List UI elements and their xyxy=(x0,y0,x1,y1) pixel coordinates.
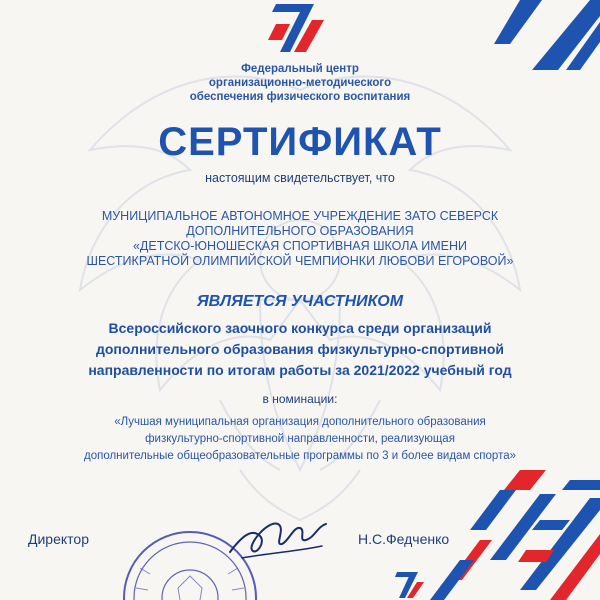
corner-stripes-top-icon xyxy=(480,0,600,70)
issuer-line: обеспечения физического воспитания xyxy=(189,91,411,103)
institution-line: МУНИЦИПАЛЬНОЕ АВТОНОМНОЕ УЧРЕЖДЕНИЕ ЗАТО СЕВЕРСК xyxy=(101,209,499,223)
federal-center-logo-icon xyxy=(268,0,332,58)
certificate-title: СЕРТИФИКАТ xyxy=(158,120,442,164)
nomination-text xyxy=(0,414,600,465)
contest-line: дополнительного образования физкультурно-спортивной xyxy=(95,341,505,357)
contest-line: направленности по итогам работы за 2021/2022 учебный год xyxy=(88,362,512,378)
director-name: Н.С.Федченко xyxy=(358,531,450,547)
federal-center-logo-small-icon xyxy=(393,568,427,600)
corner-stripes-bottom-icon xyxy=(430,470,600,600)
nomination-label: в номинации: xyxy=(262,392,338,406)
issuer-line: организационно-методического xyxy=(208,77,392,89)
handwritten-signature-icon xyxy=(222,506,332,566)
certificate-subtitle: настоящим свидетельствует, что xyxy=(205,171,395,185)
nomination-line: дополнительные общеобразовательные программы по 3 и более видам спорта» xyxy=(83,450,517,462)
contest-description xyxy=(0,318,600,381)
nomination-line: физкультурно-спортивной направленности, реализующая xyxy=(145,433,455,445)
issuer-line: Федеральный центр xyxy=(241,63,359,75)
participant-status: ЯВЛЯЕТСЯ УЧАСТНИКОМ xyxy=(196,293,404,310)
institution-line: «ДЕТСКО-ЮНОШЕСКАЯ СПОРТИВНАЯ ШКОЛА ИМЕНИ xyxy=(132,239,468,253)
issuer-header xyxy=(0,62,600,104)
director-title: Директор xyxy=(28,531,89,547)
nomination-line: «Лучшая муниципальная организация дополнительного образования xyxy=(114,416,486,428)
institution-name xyxy=(0,209,600,269)
institution-line: ДОПОЛНИТЕЛЬНОГО ОБРАЗОВАНИЯ xyxy=(186,224,414,238)
contest-line: Всероссийского заочного конкурса среди организаций xyxy=(108,320,492,336)
institution-line: ШЕСТИКРАТНОЙ ОЛИМПИЙСКОЙ ЧЕМПИОНКИ ЛЮБОВИ ЕГОРОВОЙ» xyxy=(86,254,514,268)
